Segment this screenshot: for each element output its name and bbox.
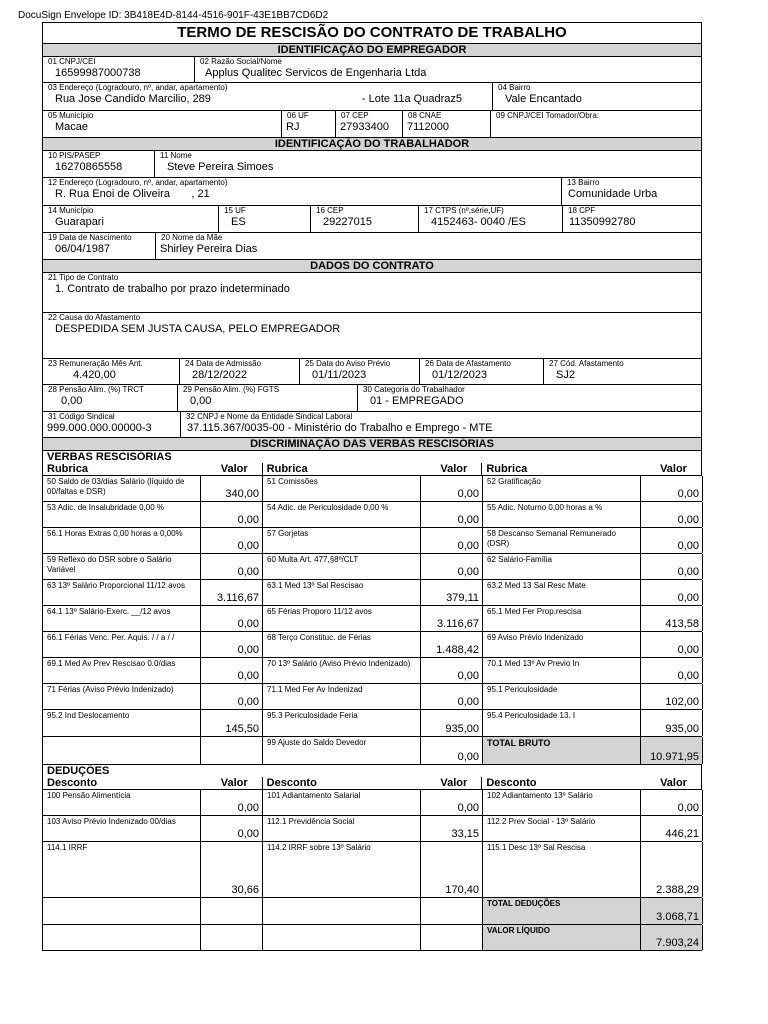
net-value-row (42, 925, 702, 951)
table-row (42, 658, 702, 684)
worker-name: 11 Nome Steve Pereira Simoes (155, 151, 702, 177)
rubrica-label: 66.1 Férias Venc. Per. Aquis. / / a / / (43, 632, 201, 657)
table-row (42, 684, 702, 710)
rubrica-label: 51 Comissões (263, 476, 421, 501)
table-row (42, 580, 702, 606)
rubrica-value: 3.116,67 (201, 580, 263, 605)
rubrica-label: 56.1 Horas Extras 0,00 horas a 0,00% (43, 528, 201, 553)
table-row (42, 710, 702, 737)
table-row (42, 790, 702, 816)
rubrica-value: 0,00 (641, 790, 703, 815)
rubrica-label: 112.2 Prev Social - 13º Salário (483, 816, 641, 841)
worker-mother: 20 Nome da Mãe Shirley Pereira Dias (156, 233, 702, 259)
rubrica-label: 59 Reflexo do DSR sobre o Salário Variável (43, 554, 201, 579)
table-row (42, 816, 702, 842)
rubrica-value: 0,00 (201, 658, 263, 683)
worker-ctps: 17 CTPS (nº,série,UF) 4152463- 0040 /ES (419, 206, 563, 232)
rubrica-label: 114.1 IRRF (43, 842, 201, 897)
worker-cep: 16 CEP 29227015 (311, 206, 419, 232)
rubrica-label: 95.2 Ind Deslocamento (43, 710, 201, 736)
worker-city: 14 Município Guarapari (43, 206, 219, 232)
worker-address: 12 Endereço (Logradouro, nº, andar, apartamento) R. Rua Enoi de Oliveira , 21 (43, 178, 562, 205)
trct-form (42, 22, 702, 951)
rubrica-value: 0,00 (421, 658, 483, 683)
rubrica-value: 2.388,29 (641, 842, 703, 897)
rubrica-value: 3.116,67 (421, 606, 483, 631)
employer-city: 05 Município Macae (43, 111, 282, 137)
rubrica-value: 0,00 (201, 632, 263, 657)
rubrica-value: 0,00 (201, 502, 263, 527)
total-bruto-value: 10.971,95 (641, 737, 703, 764)
deducoes-heading: DEDUÇÕES (42, 765, 702, 777)
employer-uf: 06 UF RJ (282, 111, 336, 137)
total-deducoes-label: TOTAL DEDUÇÕES (483, 898, 641, 924)
employer-district: 04 Bairro Vale Encantado (493, 83, 702, 110)
admission-date: 24 Data de Admissão 28/12/2022 (180, 359, 300, 384)
rubrica-value: 0,00 (201, 528, 263, 553)
rubrica-label: 53 Adic. de Insalubridade 0,00 % (43, 502, 201, 527)
rubrica-label: 114.2 IRRF sobre 13º Salário (263, 842, 421, 897)
rubrica-value: 379,11 (421, 580, 483, 605)
alimony-fgts: 29 Pensão Alim. (%) FGTS 0,00 (178, 385, 358, 411)
rubrica-value: 0,00 (201, 554, 263, 579)
employer-section-header: IDENTIFICAÇÃO DO EMPREGADOR (42, 44, 702, 57)
table-row (42, 842, 702, 898)
union-code: 31 Código Sindical 999.000.000.00000-3 (43, 412, 181, 437)
rubrica-value: 0,00 (641, 632, 703, 657)
rubrica-value: 0,00 (201, 816, 263, 841)
contract-type: 21 Tipo de Contrato 1. Contrato de trabalho por prazo indeterminado (43, 273, 702, 312)
employer-tomador: 09 CNPJ/CEI Tomador/Obra: (491, 111, 702, 137)
table-row (42, 476, 702, 502)
rubrica-label: 69.1 Med Av Prev Rescisao 0.0/dias (43, 658, 201, 683)
notice-date: 25 Data do Aviso Prévio 01/11/2023 (300, 359, 420, 384)
table-row (42, 632, 702, 658)
contract-section-header: DADOS DO CONTRATO (42, 260, 702, 273)
net-value-label: VALOR LÍQUIDO (483, 925, 641, 950)
rubrica-label: 65 Férias Proporo 11/12 avos (263, 606, 421, 631)
last-salary: 23 Remuneração Mês Ant. 4.420,00 (43, 359, 180, 384)
union-entity: 32 CNPJ e Nome da Entidade Sindical Laboral 37.115.367/0035-00 - Ministério do Trabalho e Emprego - MTE (181, 412, 702, 437)
rubrica-value: 0,00 (201, 606, 263, 631)
rubrica-value: 0,00 (641, 502, 703, 527)
rubrica-value: 0,00 (641, 476, 703, 501)
rubrica-label: 62 Salário-Família (483, 554, 641, 579)
rubrica-label: 63 13º Salário Proporcional 11/12 avos (43, 580, 201, 605)
rubrica-value: 935,00 (421, 710, 483, 736)
rubrica-value: 33,15 (421, 816, 483, 841)
rubrica-label: 115.1 Desc 13º Sal Rescisa (483, 842, 641, 897)
table-row (42, 554, 702, 580)
rubrica-label: 101 Adiantamento Salarial (263, 790, 421, 815)
rubrica-value: 0,00 (641, 554, 703, 579)
rubrica-value: 0,00 (421, 528, 483, 553)
rubrica-value: 102,00 (641, 684, 703, 709)
rubrica-label: 95.1 Periculosidade (483, 684, 641, 709)
rubrica-label: 50 Saldo de 03/dias Salário (líquido de 00/faltas e DSR) (43, 476, 201, 501)
rubrica-label: 60 Multa Art. 477,§8º/CLT (263, 554, 421, 579)
rubrica-label: 65.1 Med Fer Prop.rescisa (483, 606, 641, 631)
rubrica-label: 58 Descanso Semanal Remunerado (DSR) (483, 528, 641, 553)
employer-name: 02 Razão Social/Nome Applus Qualitec Servicos de Engenharia Ltda (195, 57, 702, 82)
total-bruto-label: TOTAL BRUTO (483, 737, 641, 764)
rubrica-label: 95.4 Periculosidade 13. I (483, 710, 641, 736)
table-row (42, 502, 702, 528)
rubrica-value: 0,00 (641, 658, 703, 683)
employer-address: 03 Endereço (Logradouro, nº, andar, apartamento) Rua Jose Candido Marcilio, 289 - Lote 11a Quadraz5 (43, 83, 493, 110)
envelope-id: DocuSign Envelope ID: 3B418E4D-8144-4516-901F-43E1BB7CD6D2 (18, 10, 329, 21)
rubrica-value: 0,00 (421, 684, 483, 709)
rubrica-label: 68 Terço Constituc. de Férias (263, 632, 421, 657)
verbas-total-row: 99 Ajuste do Saldo Devedor 0,00 TOTAL BRUTO 10.971,95 (42, 737, 702, 765)
worker-category: 30 Categoria do Trabalhador 01 - EMPREGADO (358, 385, 702, 411)
employer-cnpj: 01 CNPJ/CEI 16599987000738 (43, 57, 195, 82)
deducoes-column-headers: Desconto Valor Desconto Valor Desconto Valor (42, 777, 702, 790)
rubrica-value: 446,21 (641, 816, 703, 841)
rubrica-label: 63.2 Med 13 Sal Resc Mate (483, 580, 641, 605)
alimony-trct: 28 Pensão Alim. (%) TRCT 0,00 (43, 385, 178, 411)
discrimination-section-header: DISCRIMINAÇÃO DAS VERBAS RESCISÓRIAS (42, 438, 702, 451)
employer-cnae: 08 CNAE 7112000 (403, 111, 491, 137)
verbas-column-headers: Rubrica Valor Rubrica Valor Rubrica Valor (42, 463, 702, 476)
rubrica-value: 145,50 (201, 710, 263, 736)
rubrica-label: 70.1 Med 13º Av Previo In (483, 658, 641, 683)
rubrica-value: 0,00 (201, 684, 263, 709)
rubrica-label: 100 Pensão Alimentícia (43, 790, 201, 815)
rubrica-value: 0,00 (201, 790, 263, 815)
rubrica-label: 55 Adic. Noturno 0,00 horas a % (483, 502, 641, 527)
leave-date: 26 Data de Afastamento 01/12/2023 (420, 359, 544, 384)
rubrica-label: 71 Férias (Aviso Prévio Indenizado) (43, 684, 201, 709)
rubrica-value: 0,00 (421, 502, 483, 527)
rubrica-label: 52 Gratificação (483, 476, 641, 501)
rubrica-value: 935,00 (641, 710, 703, 736)
worker-cpf: 18 CPF 11350992780 (563, 206, 702, 232)
rubrica-value: 170,40 (421, 842, 483, 897)
table-row (42, 606, 702, 632)
net-value: 7.903,24 (641, 925, 703, 950)
employer-cep: 07 CEP 27933400 (336, 111, 403, 137)
rubrica-value: 0,00 (641, 580, 703, 605)
rubrica-label: 95.3 Periculosidade Feria (263, 710, 421, 736)
form-title: TERMO DE RESCISÃO DO CONTRATO DE TRABALHO (42, 22, 702, 44)
total-deducoes-value: 3.068,71 (641, 898, 703, 924)
rubrica-label: 54 Adic. de Periculosidade 0,00 % (263, 502, 421, 527)
dismissal-cause: 22 Causa do Afastamento DESPEDIDA SEM JUSTA CAUSA, PELO EMPREGADOR (43, 313, 702, 358)
rubrica-label: 103 Aviso Prévio Indenizado 00/dias (43, 816, 201, 841)
rubrica-label: 70 13º Salário (Aviso Prévio Indenizado) (263, 658, 421, 683)
worker-uf: 15 UF ES (219, 206, 311, 232)
worker-birthdate: 19 Data de Nascimento 06/04/1987 (43, 233, 156, 259)
rubrica-value: 30,66 (201, 842, 263, 897)
rubrica-value: 0,00 (421, 476, 483, 501)
rubrica-label: 102 Adiantamento 13º Salário (483, 790, 641, 815)
rubrica-value: 1.488,42 (421, 632, 483, 657)
rubrica-label: 63.1 Med 13º Sal Rescisao (263, 580, 421, 605)
rubrica-value: 413,58 (641, 606, 703, 631)
rubrica-label: 71.1 Med Fer Av Indenizad (263, 684, 421, 709)
total-deducoes-row (42, 898, 702, 925)
rubrica-value: 340,00 (201, 476, 263, 501)
worker-pis: 10 PIS/PASEP 16270865558 (43, 151, 155, 177)
worker-district: 13 Bairro Comunidade Urba (562, 178, 702, 205)
verbas-heading: VERBAS RESCISÓRIAS (42, 451, 702, 463)
rubrica-label: 69 Aviso Prévio Indenizado (483, 632, 641, 657)
rubrica-label: 64.1 13º Salário-Exerc. __/12 avos (43, 606, 201, 631)
worker-section-header: IDENTIFICAÇÃO DO TRABALHADOR (42, 138, 702, 151)
rubrica-value: 0,00 (421, 554, 483, 579)
rubrica-value: 0,00 (421, 790, 483, 815)
rubrica-value: 0,00 (641, 528, 703, 553)
rubrica-label: 112.1 Previdência Social (263, 816, 421, 841)
rubrica-label: 57 Gorjetas (263, 528, 421, 553)
leave-code: 27 Cód. Afastamento SJ2 (544, 359, 702, 384)
table-row (42, 528, 702, 554)
